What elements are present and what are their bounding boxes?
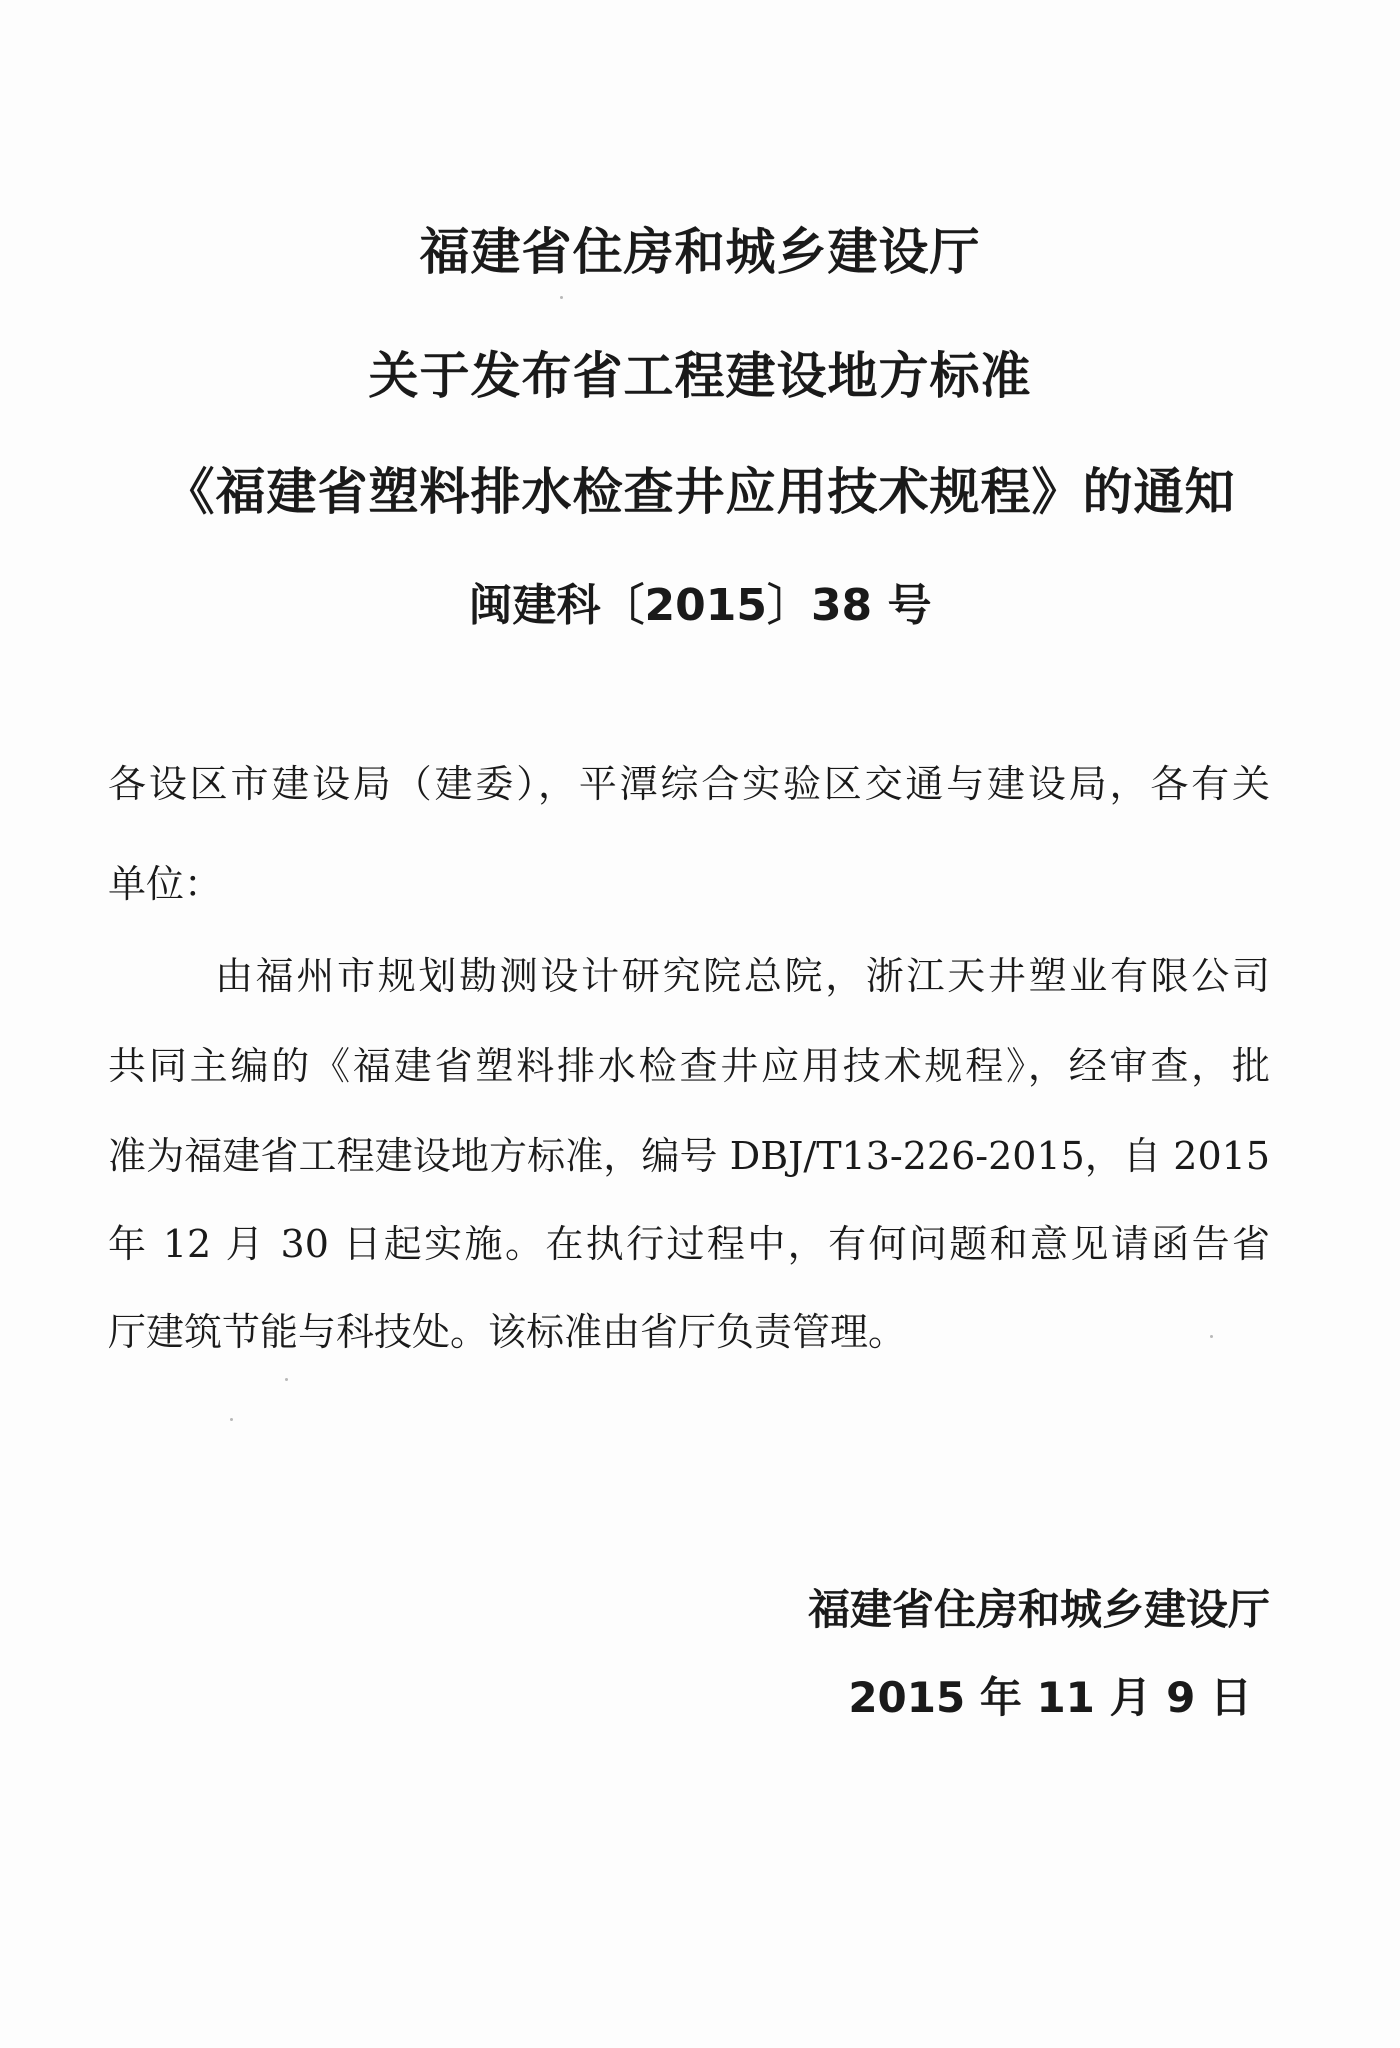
paragraph-line-5: 厅建筑节能与科技处。该标准由省厅负责管理。 <box>108 1310 907 1354</box>
paragraph-line-3: 准为福建省工程建设地方标准，编号 DBJ/T13-226-2015，自 2015 <box>108 1134 1270 1178</box>
paragraph-line-2: 共同主编的《福建省塑料排水检查井应用技术规程》，经审查，批 <box>108 1044 1270 1088</box>
title-standard-name: 《福建省塑料排水检查井应用技术规程》的通知 <box>164 463 1236 521</box>
paragraph-line-1: 由福州市规划勘测设计研究院总院，浙江天井塑业有限公司 <box>215 954 1270 998</box>
scan-speck <box>285 1378 288 1381</box>
scan-speck <box>1210 1335 1213 1338</box>
scan-speck <box>560 296 563 299</box>
paragraph-line-4: 年 12 月 30 日起实施。在执行过程中，有何问题和意见请函告省 <box>108 1222 1270 1266</box>
document-number: 闽建科〔2015〕38 号 <box>468 580 932 631</box>
signature-date: 2015 年 11 月 9 日 <box>848 1673 1252 1722</box>
signature-issuer: 福建省住房和城乡建设厅 <box>807 1585 1270 1634</box>
recipients-line-2: 单位： <box>108 862 223 906</box>
title-issuer: 福建省住房和城乡建设厅 <box>419 223 981 281</box>
scan-speck <box>230 1418 233 1421</box>
recipients-line-1: 各设区市建设局（建委），平潭综合实验区交通与建设局，各有关 <box>108 762 1270 806</box>
title-subject: 关于发布省工程建设地方标准 <box>368 347 1032 405</box>
